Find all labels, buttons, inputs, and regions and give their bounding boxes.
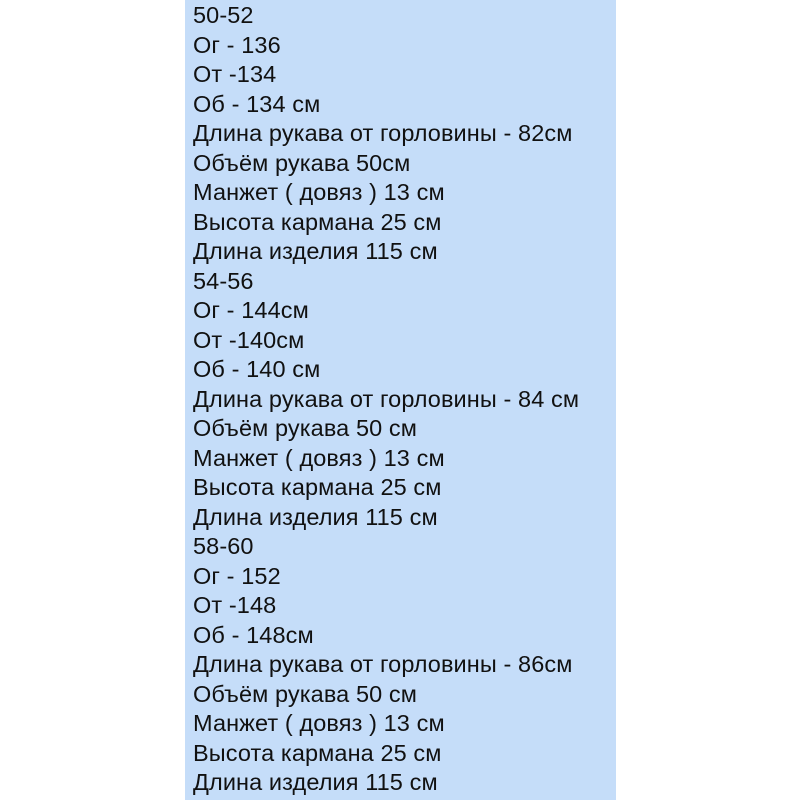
size-chart-lines bbox=[193, 1, 616, 798]
chest-measurement: Ог - 136 bbox=[193, 31, 281, 58]
pocket-height: Высота кармана 25 см bbox=[193, 739, 442, 766]
waist-measurement: От -134 bbox=[193, 61, 277, 87]
hip-measurement: Об - 140 см bbox=[193, 356, 321, 382]
size-chart-panel bbox=[185, 0, 616, 800]
sleeve-length: Длина рукава от горловины - 84 см bbox=[193, 385, 580, 412]
size-header-50-52: 50-52 bbox=[193, 2, 254, 28]
pocket-height: Высота кармана 25 см bbox=[193, 474, 442, 500]
chest-measurement: Ог - 144см bbox=[193, 297, 309, 323]
garment-length: Длина изделия 115 см bbox=[193, 238, 438, 264]
hip-measurement: Об - 148см bbox=[193, 621, 314, 648]
size-header-54-56: 54-56 bbox=[193, 267, 254, 294]
sleeve-length: Длина рукава от горловины - 82см bbox=[193, 120, 573, 146]
size-header-58-60: 58-60 bbox=[193, 533, 254, 559]
hip-measurement: Об - 134 см bbox=[193, 90, 321, 117]
garment-length: Длина изделия 115 см bbox=[193, 769, 438, 795]
sleeve-width: Объём рукава 50см bbox=[193, 149, 411, 176]
pocket-height: Высота кармана 25 см bbox=[193, 208, 442, 235]
sleeve-width: Объём рукава 50 см bbox=[193, 680, 418, 707]
waist-measurement: От -148 bbox=[193, 592, 277, 618]
cuff-measurement: Манжет ( довяз ) 13 см bbox=[193, 444, 445, 471]
chest-measurement: Ог - 152 bbox=[193, 562, 281, 589]
sleeve-length: Длина рукава от горловины - 86см bbox=[193, 651, 573, 677]
sleeve-width: Объём рукава 50 см bbox=[193, 415, 418, 441]
cuff-measurement: Манжет ( довяз ) 13 см bbox=[193, 179, 445, 205]
cuff-measurement: Манжет ( довяз ) 13 см bbox=[193, 710, 445, 736]
garment-length: Длина изделия 115 см bbox=[193, 503, 438, 530]
waist-measurement: От -140см bbox=[193, 326, 305, 353]
